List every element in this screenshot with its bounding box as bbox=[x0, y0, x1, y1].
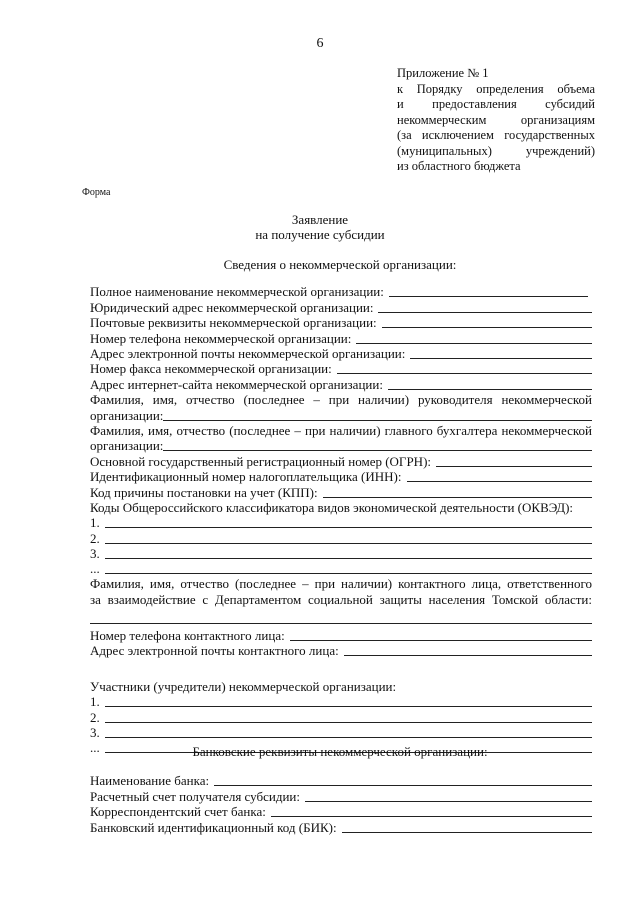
form-row bbox=[90, 315, 592, 330]
org-website-field[interactable] bbox=[388, 378, 592, 390]
form-row bbox=[90, 773, 592, 788]
appendix-line: некоммерческим организациям bbox=[397, 112, 595, 127]
appendix-line: из областного бюджета bbox=[397, 159, 521, 173]
form-row bbox=[90, 804, 592, 819]
org-email-field[interactable] bbox=[410, 347, 592, 359]
item-number: 3. bbox=[90, 725, 100, 740]
okved-field[interactable] bbox=[105, 516, 592, 528]
field-label: Банковский идентификационный код (БИК): bbox=[90, 819, 337, 835]
item-number: 1. bbox=[90, 515, 100, 531]
field-label: Адрес электронной почты контактного лица: bbox=[90, 643, 339, 659]
org-phone-field[interactable] bbox=[356, 332, 592, 344]
contact-email-field[interactable] bbox=[344, 644, 592, 656]
kpp-field[interactable] bbox=[323, 486, 592, 498]
okved-label: Коды Общероссийского классификатора видов экономической деятельности (ОКВЭД): bbox=[90, 499, 574, 515]
title-line: Заявление bbox=[291, 212, 349, 227]
bank-section-heading: Банковские реквизиты некоммерческой организации: bbox=[192, 744, 488, 759]
paragraph-line: Фамилия, имя, отчество (последнее – при наличии) контактного лица, ответственного bbox=[90, 576, 592, 592]
field-label: Юридический адрес некоммерческой организации: bbox=[90, 299, 374, 315]
paragraph-line: Фамилия, имя, отчество (последнее – при наличии) главного бухгалтера некоммерческой bbox=[90, 422, 592, 438]
form-row bbox=[90, 346, 592, 361]
founders-label: Участники (учредители) некоммерческой организации: bbox=[90, 678, 397, 694]
field-label: Полное наименование некоммерческой организации: bbox=[90, 284, 384, 300]
form-row bbox=[90, 819, 592, 834]
form-row bbox=[90, 284, 592, 299]
bik-field[interactable] bbox=[342, 821, 592, 833]
correspondent-account-field[interactable] bbox=[271, 805, 592, 817]
appendix-line: к Порядку определения объема bbox=[397, 81, 595, 96]
subtitle-line: на получение субсидии bbox=[255, 227, 385, 242]
founder-field[interactable] bbox=[105, 726, 592, 738]
okved-field[interactable] bbox=[105, 562, 592, 574]
founder-field[interactable] bbox=[105, 711, 592, 723]
field-label: Почтовые реквизиты некоммерческой организации: bbox=[90, 315, 377, 331]
field-label: Адрес интернет-сайта некоммерческой организации: bbox=[90, 376, 383, 392]
field-label: Код причины постановки на учет (КПП): bbox=[90, 484, 318, 500]
founder-field[interactable] bbox=[105, 695, 592, 707]
okved-row bbox=[90, 515, 592, 530]
form-row bbox=[90, 628, 592, 643]
contact-name-field[interactable] bbox=[90, 607, 592, 623]
form-row bbox=[90, 453, 592, 468]
okved-row bbox=[90, 561, 592, 576]
field-label: Номер телефона некоммерческой организации: bbox=[90, 330, 352, 346]
okved-row bbox=[90, 530, 592, 545]
paragraph-line: Фамилия, имя, отчество (последнее – при наличии) руководителя некоммерческой bbox=[90, 391, 592, 407]
head-name-field[interactable] bbox=[163, 409, 592, 421]
form-row bbox=[90, 484, 592, 499]
item-number: 2. bbox=[90, 709, 100, 725]
item-number: ... bbox=[90, 740, 100, 756]
appendix-block bbox=[397, 66, 595, 175]
form-row bbox=[90, 678, 592, 693]
field-label: Наименование банка: bbox=[90, 773, 210, 789]
appendix-line: Приложение № 1 bbox=[397, 66, 489, 80]
bank-fields bbox=[90, 773, 592, 835]
item-number: 1. bbox=[90, 694, 100, 710]
field-label: Основной государственный регистрационный номер (ОГРН): bbox=[90, 453, 432, 469]
appendix-line: (за исключением государственных bbox=[397, 128, 595, 142]
field-label: организации: bbox=[90, 407, 164, 423]
settlement-account-field[interactable] bbox=[305, 790, 592, 802]
okved-field[interactable] bbox=[105, 532, 592, 544]
form-row bbox=[90, 376, 592, 391]
org-section-heading: Сведения о некоммерческой организации: bbox=[223, 257, 457, 272]
field-label: Номер телефона контактного лица: bbox=[90, 628, 285, 644]
inn-field[interactable] bbox=[407, 470, 593, 482]
accountant-name-field[interactable] bbox=[163, 439, 592, 451]
founder-row bbox=[90, 709, 592, 724]
item-number: 3. bbox=[90, 546, 100, 562]
form-row bbox=[90, 330, 592, 345]
document-title bbox=[0, 212, 640, 242]
form-row bbox=[90, 407, 592, 422]
founder-row bbox=[90, 694, 592, 709]
full-name-field[interactable] bbox=[389, 285, 588, 297]
form-row bbox=[90, 788, 592, 803]
okved-row bbox=[90, 546, 592, 561]
bank-name-field[interactable] bbox=[214, 774, 592, 786]
field-label: Адрес электронной почты некоммерческой организации: bbox=[90, 345, 406, 361]
ogrn-field[interactable] bbox=[436, 455, 592, 467]
form-label: Форма bbox=[82, 187, 111, 198]
contact-paragraph bbox=[90, 576, 592, 607]
accountant-paragraph bbox=[90, 423, 592, 438]
field-label: Корреспондентский счет банка: bbox=[90, 804, 266, 820]
form-row bbox=[90, 643, 592, 658]
head-name-paragraph bbox=[90, 392, 592, 407]
field-label: Номер факса некоммерческой организации: bbox=[90, 361, 332, 377]
item-number: ... bbox=[90, 561, 100, 577]
form-row bbox=[90, 299, 592, 314]
page-number: 6 bbox=[316, 36, 324, 51]
contact-phone-field[interactable] bbox=[290, 629, 592, 641]
appendix-line: и предоставления субсидий bbox=[397, 97, 595, 111]
field-label: Идентификационный номер налогоплательщика (ИНН): bbox=[90, 469, 402, 485]
org-fields bbox=[90, 284, 592, 755]
org-fax-field[interactable] bbox=[337, 362, 592, 374]
field-label: Расчетный счет получателя субсидии: bbox=[90, 788, 300, 804]
field-label: организации: bbox=[90, 438, 164, 454]
form-row bbox=[90, 438, 592, 453]
postal-details-field[interactable] bbox=[382, 316, 592, 328]
form-row bbox=[90, 469, 592, 484]
appendix-line: (муниципальных) учреждений) bbox=[397, 143, 595, 158]
paragraph-line: за взаимодействие с Департаментом социальной защиты населения Томской области: bbox=[90, 591, 592, 607]
okved-field[interactable] bbox=[105, 547, 592, 559]
item-number: 2. bbox=[90, 530, 100, 546]
founder-row bbox=[90, 725, 592, 740]
form-row bbox=[90, 361, 592, 376]
form-row bbox=[90, 500, 592, 515]
legal-address-field[interactable] bbox=[378, 301, 592, 313]
